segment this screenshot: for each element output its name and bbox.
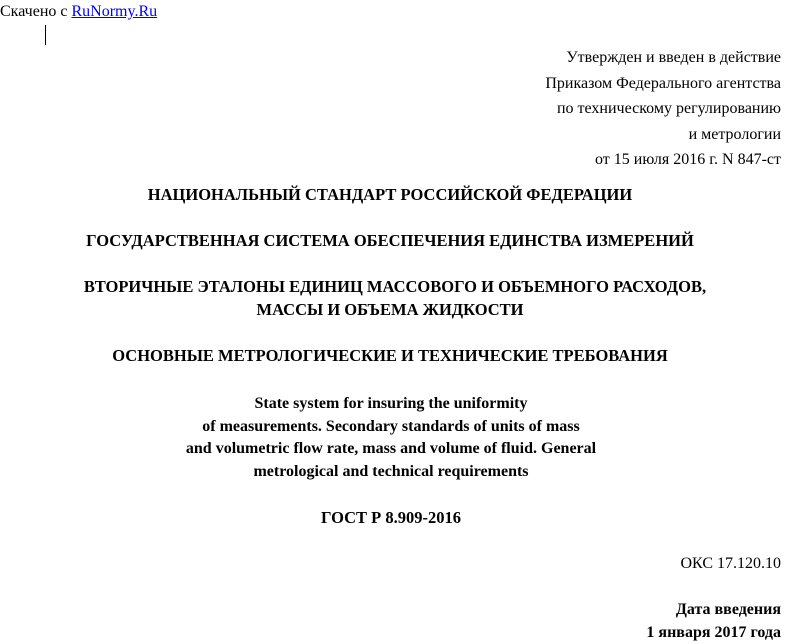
english-title-line: of measurements. Secondary standards of units of mass	[202, 417, 580, 435]
approval-line: и метрологии	[688, 125, 781, 143]
text-cursor	[45, 25, 46, 45]
approval-line: Утвержден и введен в действие	[566, 49, 781, 66]
national-standard-heading: НАЦИОНАЛЬНЫЙ СТАНДАРТ РОССИЙСКОЙ ФЕДЕРАЦИИ	[147, 185, 633, 204]
document-title-line-2: МАССЫ И ОБЪЕМА ЖИДКОСТИ	[256, 300, 524, 319]
state-system-heading: ГОСУДАРСТВЕННАЯ СИСТЕМА ОБЕСПЕЧЕНИЯ ЕДИНСТВА ИЗМЕРЕНИЙ	[86, 231, 694, 250]
introduction-label: Дата введения	[675, 601, 781, 618]
english-title-line: metrological and technical requirements	[253, 463, 529, 481]
gost-designation: ГОСТ Р 8.909-2016	[321, 508, 461, 527]
english-title-line: and volumetric flow rate, mass and volume of fluid. General	[185, 440, 597, 458]
oks-code: ОКС 17.120.10	[680, 555, 781, 572]
introduction-date-block	[646, 598, 781, 644]
approval-line: по техническому регулированию	[556, 100, 781, 117]
source-line	[0, 2, 157, 22]
approval-line: Приказом Федерального агентства	[545, 74, 781, 92]
introduction-date: 1 января 2017 года	[646, 624, 781, 641]
document-title-line-1: ВТОРИЧНЫЕ ЭТАЛОНЫ ЕДИНИЦ МАССОВОГО И ОБЪЕМНОГО РАСХОДОВ,	[83, 277, 707, 296]
requirements-heading: ОСНОВНЫЕ МЕТРОЛОГИЧЕСКИЕ И ТЕХНИЧЕСКИЕ ТРЕБОВАНИЯ	[112, 346, 668, 365]
source-link[interactable]: RuNormy.Ru	[71, 3, 158, 20]
english-title-line: State system for insuring the uniformity	[254, 395, 528, 412]
english-title	[0, 393, 782, 484]
approval-block	[381, 45, 781, 173]
approval-line: от 15 июля 2016 г. N 847-ст	[595, 151, 781, 168]
source-prefix: Скачено с	[0, 3, 72, 20]
